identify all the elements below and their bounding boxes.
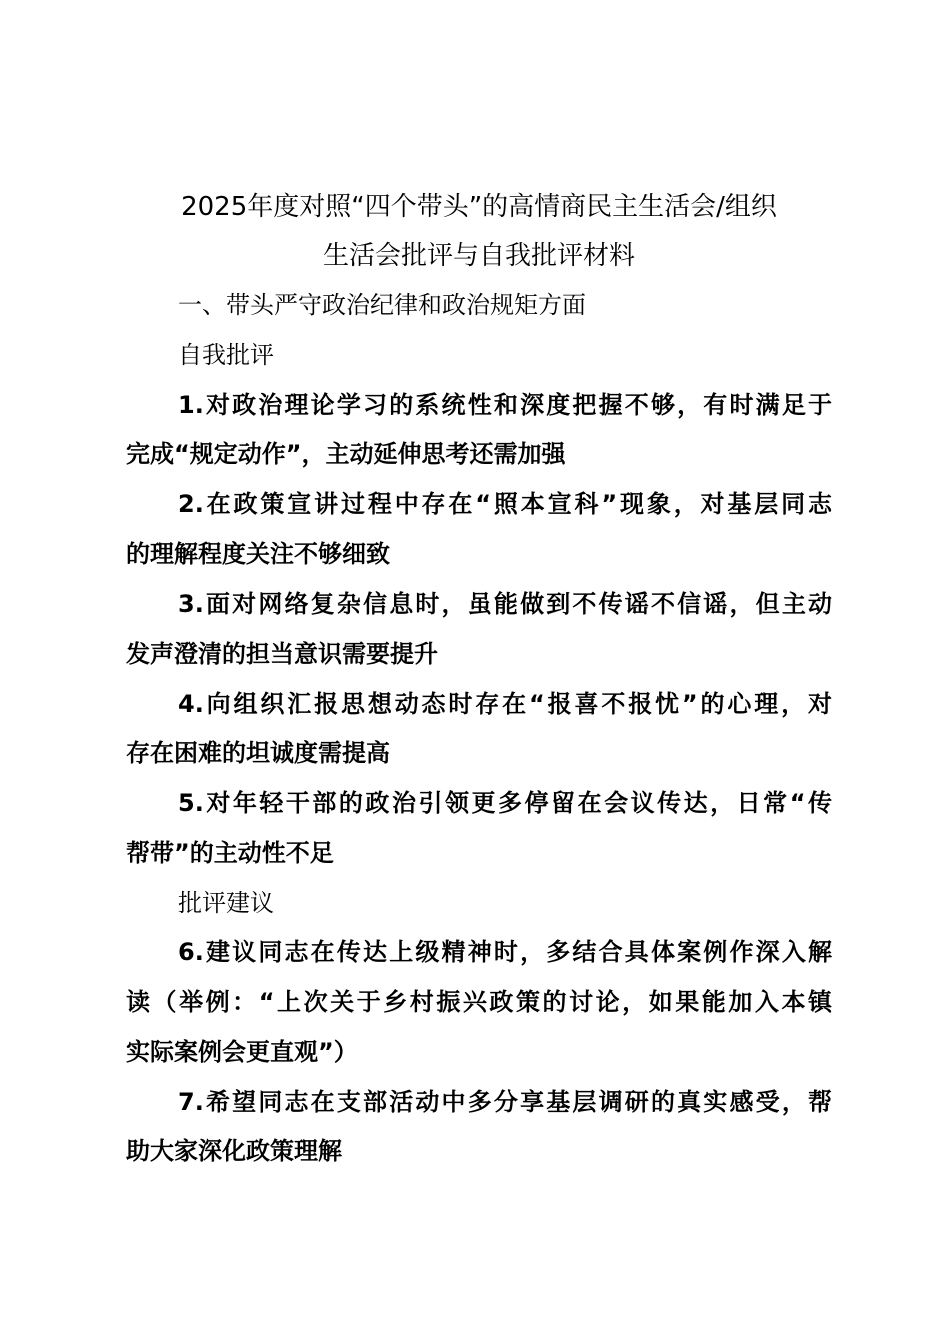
suggestion-item-7-line-1: 7.希望同志在支部活动中多分享基层调研的真实感受，帮 — [178, 1088, 832, 1116]
suggestion-item-6-line-1: 6.建议同志在传达上级精神时，多结合具体案例作深入解 — [178, 938, 832, 966]
self-criticism-item-3-line-1: 3.面对网络复杂信息时，虽能做到不传谣不信谣，但主动 — [178, 590, 832, 618]
self-criticism-item-5-line-2: 帮带”的主动性不足 — [126, 839, 334, 867]
self-criticism-label: 自我批评 — [178, 341, 274, 369]
suggestion-item-6-line-3: 实际案例会更直观”） — [126, 1038, 358, 1066]
self-criticism-item-4-line-2: 存在困难的坦诚度需提高 — [126, 739, 390, 767]
self-criticism-item-3-line-2: 发声澄清的担当意识需要提升 — [126, 640, 438, 668]
self-criticism-item-2-line-1: 2.在政策宣讲过程中存在“照本宣科”现象，对基层同志 — [178, 490, 832, 518]
document-title-line-1: 2025年度对照“四个带头”的高情商民主生活会/组织 — [181, 192, 777, 222]
document-title-line-2: 生活会批评与自我批评材料 — [322, 241, 635, 271]
self-criticism-item-4-line-1: 4.向组织汇报思想动态时存在“报喜不报忧”的心理，对 — [178, 690, 832, 718]
self-criticism-item-1-line-2: 完成“规定动作”，主动延伸思考还需加强 — [126, 440, 566, 468]
suggestion-item-7-line-2: 助大家深化政策理解 — [126, 1137, 342, 1165]
self-criticism-item-2-line-2: 的理解程度关注不够细致 — [126, 540, 390, 568]
suggestion-item-6-line-2: 读（举例：“上次关于乡村振兴政策的讨论，如果能加入本镇 — [126, 988, 832, 1016]
section-heading: 一、带头严守政治纪律和政治规矩方面 — [178, 291, 586, 319]
self-criticism-item-1-line-1: 1.对政治理论学习的系统性和深度把握不够，有时满足于 — [178, 391, 832, 419]
suggestions-label: 批评建议 — [178, 889, 274, 917]
self-criticism-item-5-line-1: 5.对年轻干部的政治引领更多停留在会议传达，日常“传 — [178, 789, 832, 817]
